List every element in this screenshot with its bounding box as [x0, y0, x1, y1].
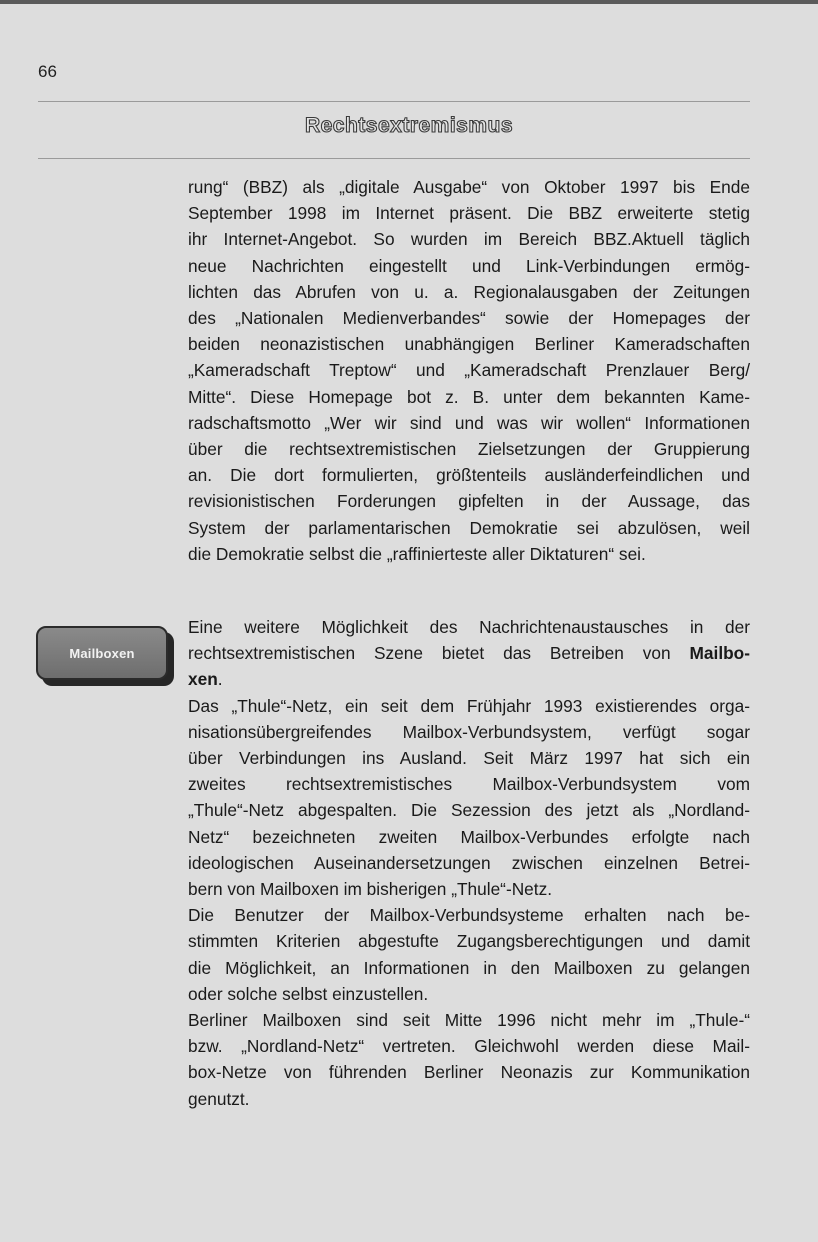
- margin-tab: [36, 626, 176, 688]
- text-line: an. Die dort formulierten, größtenteils ausländerfeindlichen und: [188, 465, 750, 486]
- text-line: revisionistischen Forderungen gipfelten in der Aussage, das: [188, 491, 750, 512]
- text-line: lichten das Abrufen von u. a. Regionalausgaben der Zeitungen: [188, 281, 750, 302]
- text-line: Berliner Mailboxen sind seit Mitte 1996 nicht mehr im „Thule-“: [188, 1010, 750, 1031]
- text-line: die Demokratie selbst die „raffinierteste aller Diktaturen“ sei.: [188, 543, 646, 564]
- text-line: genutzt.: [188, 1088, 250, 1109]
- text-line: zweites rechtsextremistisches Mailbox-Verbundsystem vom: [188, 774, 750, 795]
- text-line: die Möglichkeit, an Informationen in den Mailboxen zu gelangen: [188, 957, 750, 978]
- page-top-edge: [0, 0, 818, 4]
- text-line: box-Netze von führenden Berliner Neonazis zur Kommunikation: [188, 1062, 750, 1083]
- running-head: Rechtsextremismus: [304, 114, 514, 137]
- body-text-block-2: [188, 614, 750, 1112]
- text-line: stimmten Kriterien abgestufte Zugangsberechtigungen und damit: [188, 931, 750, 952]
- text-line: beiden neonazistischen unabhängigen Berliner Kameradschaften: [188, 334, 750, 355]
- text-line: „Thule“-Netz abgespalten. Die Sezession des jetzt als „Nordland-: [188, 800, 750, 821]
- text-line: radschaftsmotto „Wer wir sind und was wir wollen“ Informationen: [188, 412, 750, 433]
- text-line: über Verbindungen ins Ausland. Seit März 1997 hat sich ein: [188, 748, 750, 769]
- text-line: System der parlamentarischen Demokratie sei abzulösen, weil: [188, 517, 750, 538]
- text-line: ideologischen Auseinandersetzungen zwischen einzelnen Betrei-: [188, 852, 750, 873]
- text-line: bzw. „Nordland-Netz“ vertreten. Gleichwohl werden diese Mail-: [188, 1036, 750, 1057]
- text-segment: .: [217, 669, 223, 690]
- text-line: September 1998 im Internet präsent. Die BBZ erweiterte stetig: [188, 203, 750, 224]
- text-line: [188, 666, 750, 692]
- text-line: oder solche selbst einzustellen.: [188, 983, 429, 1004]
- text-line: „Kameradschaft Treptow“ und „Kameradschaft Prenzlauer Berg/: [188, 360, 750, 381]
- text-line: bern von Mailboxen im bisherigen „Thule“-Netz.: [188, 879, 553, 900]
- text-line: Die Benutzer der Mailbox-Verbundsysteme erhalten nach be-: [188, 905, 750, 926]
- bold-term: Mailbo-: [689, 643, 750, 664]
- text-line: nisationsübergreifendes Mailbox-Verbundsystem, verfügt sogar: [188, 721, 750, 742]
- header-rule-bottom: [38, 158, 750, 159]
- bold-term: xen: [188, 669, 218, 690]
- text-line: Netz“ bezeichneten zweiten Mailbox-Verbundes erfolgte nach: [188, 826, 750, 847]
- text-line: Eine weitere Möglichkeit des Nachrichtenaustausches in der: [188, 617, 750, 637]
- text-line: [188, 640, 750, 666]
- margin-tab-label: Mailboxen: [69, 645, 135, 661]
- text-line: Das „Thule“-Netz, ein seit dem Frühjahr 1993 existierendes orga-: [188, 695, 750, 716]
- text-line: ihr Internet-Angebot. So wurden im Bereich BBZ.Aktuell täglich: [188, 229, 750, 250]
- text-line: des „Nationalen Medienverbandes“ sowie der Homepages der: [188, 308, 750, 329]
- page-number: 66: [38, 62, 57, 81]
- body-text-block-1: [188, 174, 750, 567]
- header-rule-top: [38, 101, 750, 102]
- text-segment: rechtsextremistischen Szene bietet das Betreiben von: [188, 643, 690, 664]
- text-line: neue Nachrichten eingestellt und Link-Verbindungen ermög-: [188, 255, 750, 276]
- text-line: rung“ (BBZ) als „digitale Ausgabe“ von Oktober 1997 bis Ende: [188, 177, 750, 197]
- text-line: über die rechtsextremistischen Zielsetzungen der Gruppierung: [188, 439, 750, 460]
- text-line: Mitte“. Diese Homepage bot z. B. unter dem bekannten Kame-: [188, 386, 750, 407]
